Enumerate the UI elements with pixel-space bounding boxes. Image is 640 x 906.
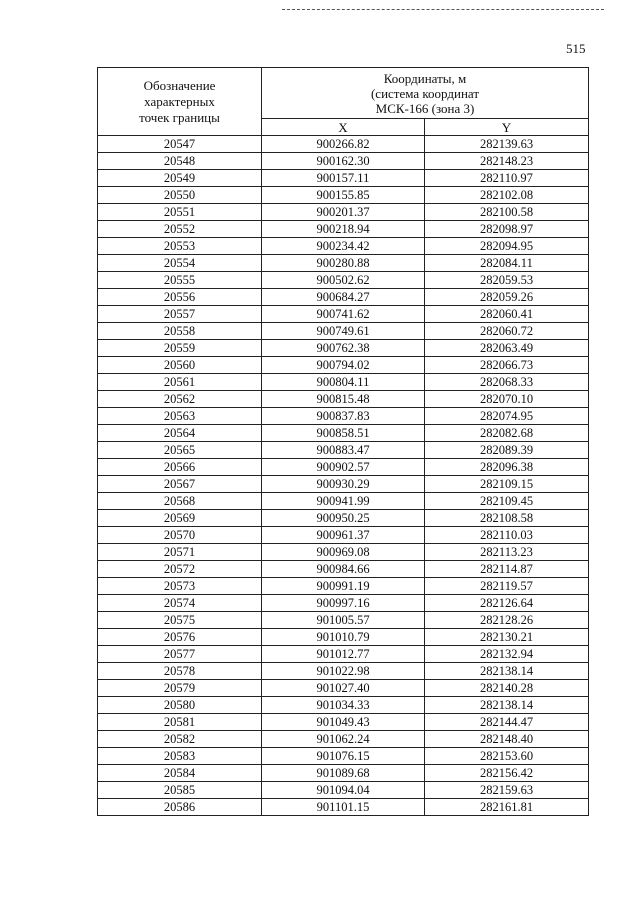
point-header-line-1: Обозначение bbox=[143, 77, 216, 93]
point-id-cell: 20572 bbox=[98, 561, 262, 578]
y-coordinate-cell: 282068.33 bbox=[425, 374, 589, 391]
y-coordinate-cell: 282130.21 bbox=[425, 629, 589, 646]
point-id-cell: 20554 bbox=[98, 255, 262, 272]
point-id-cell: 20568 bbox=[98, 493, 262, 510]
x-coordinate-cell: 901022.98 bbox=[262, 663, 425, 680]
y-coordinate-cell: 282100.58 bbox=[425, 204, 589, 221]
x-coordinate-cell: 901010.79 bbox=[262, 629, 425, 646]
x-coordinate-cell: 900997.16 bbox=[262, 595, 425, 612]
y-coordinate-cell: 282059.26 bbox=[425, 289, 589, 306]
x-coordinate-cell: 901027.40 bbox=[262, 680, 425, 697]
x-coordinate-cell: 900234.42 bbox=[262, 238, 425, 255]
y-coordinate-cell: 282110.03 bbox=[425, 527, 589, 544]
point-id-cell: 20559 bbox=[98, 340, 262, 357]
point-id-cell: 20549 bbox=[98, 170, 262, 187]
point-id-cell: 20551 bbox=[98, 204, 262, 221]
x-column-header: X bbox=[262, 119, 425, 136]
boundary-coordinates-table bbox=[97, 67, 589, 816]
table-row bbox=[98, 799, 589, 816]
table-row bbox=[98, 187, 589, 204]
table-row bbox=[98, 340, 589, 357]
x-coordinate-cell: 900762.38 bbox=[262, 340, 425, 357]
point-id-cell: 20575 bbox=[98, 612, 262, 629]
x-coordinate-cell: 900815.48 bbox=[262, 391, 425, 408]
x-coordinate-cell: 900684.27 bbox=[262, 289, 425, 306]
point-id-cell: 20565 bbox=[98, 442, 262, 459]
point-id-cell: 20570 bbox=[98, 527, 262, 544]
table-row bbox=[98, 170, 589, 187]
x-coordinate-cell: 900280.88 bbox=[262, 255, 425, 272]
x-coordinate-cell: 901076.15 bbox=[262, 748, 425, 765]
table-row bbox=[98, 442, 589, 459]
point-id-cell: 20552 bbox=[98, 221, 262, 238]
y-coordinate-cell: 282140.28 bbox=[425, 680, 589, 697]
x-coordinate-cell: 900266.82 bbox=[262, 136, 425, 153]
x-coordinate-cell: 900984.66 bbox=[262, 561, 425, 578]
y-coordinate-cell: 282096.38 bbox=[425, 459, 589, 476]
x-coordinate-cell: 900804.11 bbox=[262, 374, 425, 391]
y-coordinate-cell: 282148.40 bbox=[425, 731, 589, 748]
y-coordinate-cell: 282074.95 bbox=[425, 408, 589, 425]
x-coordinate-cell: 900218.94 bbox=[262, 221, 425, 238]
y-coordinate-cell: 282109.45 bbox=[425, 493, 589, 510]
x-coordinate-cell: 900961.37 bbox=[262, 527, 425, 544]
table-row bbox=[98, 289, 589, 306]
point-id-cell: 20578 bbox=[98, 663, 262, 680]
table-row bbox=[98, 476, 589, 493]
y-coordinate-cell: 282094.95 bbox=[425, 238, 589, 255]
y-coordinate-cell: 282113.23 bbox=[425, 544, 589, 561]
point-id-cell: 20553 bbox=[98, 238, 262, 255]
y-coordinate-cell: 282139.63 bbox=[425, 136, 589, 153]
y-coordinate-cell: 282109.15 bbox=[425, 476, 589, 493]
page-number: 515 bbox=[566, 41, 586, 56]
table-row bbox=[98, 493, 589, 510]
table-row bbox=[98, 680, 589, 697]
table-body bbox=[98, 136, 589, 816]
x-coordinate-cell: 900969.08 bbox=[262, 544, 425, 561]
top-dashed-rule bbox=[282, 9, 604, 10]
table-row bbox=[98, 782, 589, 799]
y-coordinate-cell: 282082.68 bbox=[425, 425, 589, 442]
x-coordinate-cell: 900837.83 bbox=[262, 408, 425, 425]
point-id-cell: 20556 bbox=[98, 289, 262, 306]
table-row bbox=[98, 221, 589, 238]
table-row bbox=[98, 578, 589, 595]
x-coordinate-cell: 901049.43 bbox=[262, 714, 425, 731]
table-row bbox=[98, 391, 589, 408]
point-id-cell: 20563 bbox=[98, 408, 262, 425]
table-row bbox=[98, 612, 589, 629]
table-row bbox=[98, 544, 589, 561]
y-coordinate-cell: 282126.64 bbox=[425, 595, 589, 612]
table-row bbox=[98, 527, 589, 544]
table-row bbox=[98, 595, 589, 612]
y-coordinate-cell: 282128.26 bbox=[425, 612, 589, 629]
point-designation-header bbox=[98, 68, 262, 136]
x-coordinate-cell: 900741.62 bbox=[262, 306, 425, 323]
coordinates-header-line-2: (система координат bbox=[370, 85, 480, 101]
y-coordinate-cell: 282156.42 bbox=[425, 765, 589, 782]
point-id-cell: 20569 bbox=[98, 510, 262, 527]
table-row bbox=[98, 510, 589, 527]
table-row bbox=[98, 408, 589, 425]
table-row bbox=[98, 374, 589, 391]
point-id-cell: 20567 bbox=[98, 476, 262, 493]
x-coordinate-cell: 900991.19 bbox=[262, 578, 425, 595]
x-coordinate-cell: 901094.04 bbox=[262, 782, 425, 799]
y-coordinate-cell: 282063.49 bbox=[425, 340, 589, 357]
y-coordinate-cell: 282059.53 bbox=[425, 272, 589, 289]
x-coordinate-cell: 900201.37 bbox=[262, 204, 425, 221]
y-coordinate-cell: 282159.63 bbox=[425, 782, 589, 799]
point-id-cell: 20564 bbox=[98, 425, 262, 442]
table-row bbox=[98, 204, 589, 221]
x-coordinate-cell: 900902.57 bbox=[262, 459, 425, 476]
point-id-cell: 20579 bbox=[98, 680, 262, 697]
x-coordinate-cell: 900950.25 bbox=[262, 510, 425, 527]
y-coordinate-cell: 282108.58 bbox=[425, 510, 589, 527]
table-row bbox=[98, 425, 589, 442]
x-coordinate-cell: 900941.99 bbox=[262, 493, 425, 510]
y-coordinate-cell: 282110.97 bbox=[425, 170, 589, 187]
x-coordinate-cell: 900794.02 bbox=[262, 357, 425, 374]
table-header bbox=[98, 68, 589, 136]
coordinates-header-line-3: МСК-166 (зона 3) bbox=[375, 100, 475, 116]
y-coordinate-cell: 282060.41 bbox=[425, 306, 589, 323]
table-row bbox=[98, 153, 589, 170]
table-row bbox=[98, 459, 589, 476]
table-row bbox=[98, 663, 589, 680]
point-id-cell: 20583 bbox=[98, 748, 262, 765]
coordinates-header bbox=[262, 68, 589, 119]
x-coordinate-cell: 901062.24 bbox=[262, 731, 425, 748]
y-coordinate-cell: 282161.81 bbox=[425, 799, 589, 816]
table-row bbox=[98, 714, 589, 731]
point-id-cell: 20548 bbox=[98, 153, 262, 170]
point-id-cell: 20571 bbox=[98, 544, 262, 561]
y-coordinate-cell: 282070.10 bbox=[425, 391, 589, 408]
point-id-cell: 20580 bbox=[98, 697, 262, 714]
y-coordinate-cell: 282132.94 bbox=[425, 646, 589, 663]
point-id-cell: 20573 bbox=[98, 578, 262, 595]
y-coordinate-cell: 282138.14 bbox=[425, 663, 589, 680]
table-row bbox=[98, 255, 589, 272]
y-coordinate-cell: 282060.72 bbox=[425, 323, 589, 340]
table-row bbox=[98, 765, 589, 782]
point-id-cell: 20582 bbox=[98, 731, 262, 748]
table-row bbox=[98, 748, 589, 765]
x-coordinate-cell: 900883.47 bbox=[262, 442, 425, 459]
point-id-cell: 20586 bbox=[98, 799, 262, 816]
table-row bbox=[98, 357, 589, 374]
table-row bbox=[98, 306, 589, 323]
point-id-cell: 20584 bbox=[98, 765, 262, 782]
table-row bbox=[98, 136, 589, 153]
point-id-cell: 20581 bbox=[98, 714, 262, 731]
table-row bbox=[98, 272, 589, 289]
x-coordinate-cell: 900749.61 bbox=[262, 323, 425, 340]
point-id-cell: 20585 bbox=[98, 782, 262, 799]
table-row bbox=[98, 323, 589, 340]
y-coordinate-cell: 282066.73 bbox=[425, 357, 589, 374]
point-id-cell: 20562 bbox=[98, 391, 262, 408]
y-coordinate-cell: 282119.57 bbox=[425, 578, 589, 595]
y-coordinate-cell: 282144.47 bbox=[425, 714, 589, 731]
point-id-cell: 20558 bbox=[98, 323, 262, 340]
table-row bbox=[98, 731, 589, 748]
x-coordinate-cell: 900162.30 bbox=[262, 153, 425, 170]
point-id-cell: 20557 bbox=[98, 306, 262, 323]
x-coordinate-cell: 900502.62 bbox=[262, 272, 425, 289]
x-coordinate-cell: 901101.15 bbox=[262, 799, 425, 816]
point-id-cell: 20550 bbox=[98, 187, 262, 204]
x-coordinate-cell: 901034.33 bbox=[262, 697, 425, 714]
x-coordinate-cell: 900930.29 bbox=[262, 476, 425, 493]
y-coordinate-cell: 282148.23 bbox=[425, 153, 589, 170]
coordinates-header-line-1: Координаты, м bbox=[383, 70, 467, 86]
point-id-cell: 20561 bbox=[98, 374, 262, 391]
x-coordinate-cell: 900155.85 bbox=[262, 187, 425, 204]
x-coordinate-cell: 900157.11 bbox=[262, 170, 425, 187]
point-id-cell: 20566 bbox=[98, 459, 262, 476]
table-row bbox=[98, 561, 589, 578]
x-coordinate-cell: 901012.77 bbox=[262, 646, 425, 663]
y-coordinate-cell: 282089.39 bbox=[425, 442, 589, 459]
y-coordinate-cell: 282098.97 bbox=[425, 221, 589, 238]
point-id-cell: 20574 bbox=[98, 595, 262, 612]
point-id-cell: 20555 bbox=[98, 272, 262, 289]
point-id-cell: 20576 bbox=[98, 629, 262, 646]
point-id-cell: 20577 bbox=[98, 646, 262, 663]
table-row bbox=[98, 697, 589, 714]
point-header-line-2: характерных bbox=[144, 93, 215, 109]
y-coordinate-cell: 282153.60 bbox=[425, 748, 589, 765]
point-id-cell: 20560 bbox=[98, 357, 262, 374]
x-coordinate-cell: 901005.57 bbox=[262, 612, 425, 629]
x-coordinate-cell: 901089.68 bbox=[262, 765, 425, 782]
y-coordinate-cell: 282102.08 bbox=[425, 187, 589, 204]
table-row bbox=[98, 646, 589, 663]
table-row bbox=[98, 629, 589, 646]
y-coordinate-cell: 282084.11 bbox=[425, 255, 589, 272]
table-row bbox=[98, 238, 589, 255]
y-coordinate-cell: 282138.14 bbox=[425, 697, 589, 714]
y-coordinate-cell: 282114.87 bbox=[425, 561, 589, 578]
y-column-header: Y bbox=[425, 119, 589, 136]
point-id-cell: 20547 bbox=[98, 136, 262, 153]
x-coordinate-cell: 900858.51 bbox=[262, 425, 425, 442]
point-header-line-3: точек границы bbox=[139, 109, 220, 125]
